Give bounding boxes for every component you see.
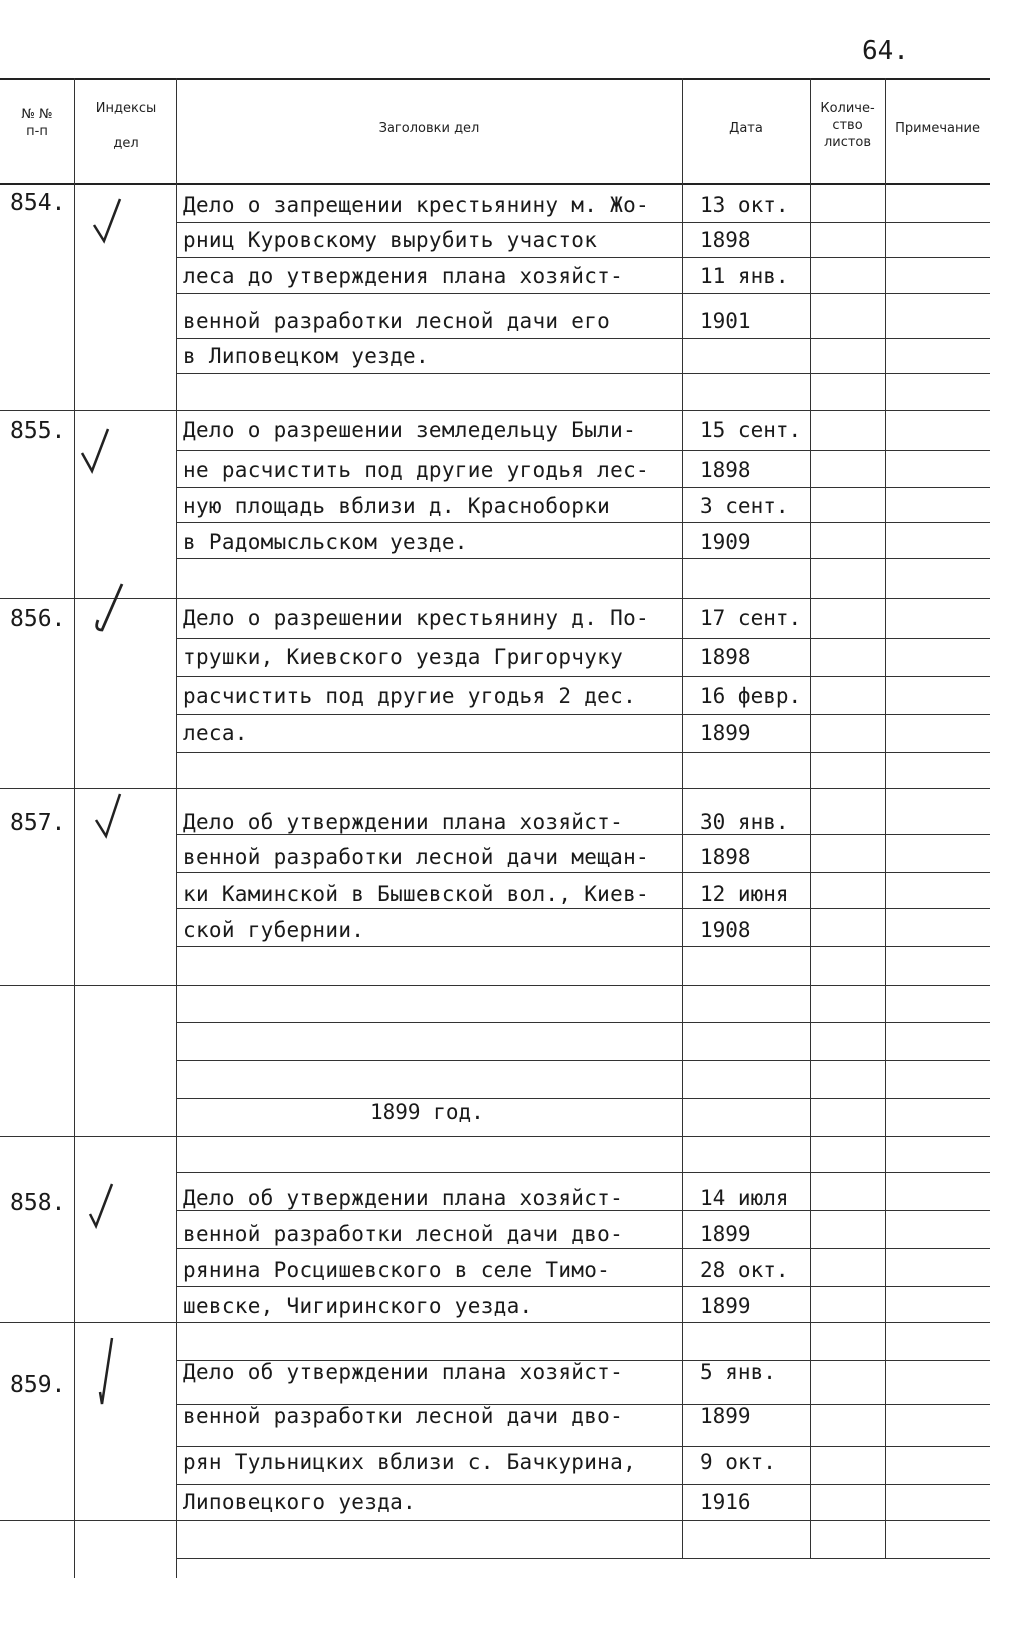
date-start-year: 1899 [700, 1222, 751, 1246]
checkmark-icon [90, 195, 126, 245]
entry-number: 858. [10, 1190, 66, 1216]
title-line: не расчистить под другие угодья лес- [183, 458, 649, 482]
date-start-day: 14 июля [700, 1186, 789, 1210]
date-start-day: 30 янв. [700, 810, 789, 834]
title-line: Дело об утверждении плана хозяйст- [183, 1186, 624, 1210]
header-bottom-border [0, 183, 990, 185]
page-number: 64. [862, 36, 909, 66]
date-end-year: 1901 [700, 309, 751, 333]
date-end-year: 1916 [700, 1490, 751, 1514]
header-num: № № п-п [21, 107, 53, 139]
title-line: ки Каминской в Бышевской вол., Киев- [183, 882, 649, 906]
header-count: Количе- ство листов [820, 101, 875, 150]
entry-number: 855. [10, 418, 66, 444]
title-line: в Липовецком уезде. [183, 344, 429, 368]
date-end-day: 11 янв. [700, 264, 789, 288]
header-date: Дата [729, 121, 763, 136]
column-divider-num [74, 78, 75, 1578]
date-start-year: 1899 [700, 1404, 751, 1428]
title-line: в Радомысльском уезде. [183, 530, 468, 554]
year-heading: 1899 год. [370, 1100, 484, 1124]
column-divider-index [176, 78, 177, 1578]
entry-number: 856. [10, 606, 66, 632]
date-start-day: 15 сент. [700, 418, 802, 442]
title-line: ской губернии. [183, 918, 365, 942]
title-line: леса. [183, 721, 248, 745]
column-divider-count [885, 78, 886, 1558]
date-end-day: 16 февр. [700, 684, 802, 708]
title-line: венной разработки лесной дачи дво- [183, 1404, 624, 1428]
date-start-day: 17 сент. [700, 606, 802, 630]
entry-number: 854. [10, 190, 66, 216]
date-start-year: 1898 [700, 458, 751, 482]
title-line: Дело об утверждении плана хозяйст- [183, 810, 624, 834]
column-divider-date [810, 78, 811, 1558]
title-line: Липовецкого уезда. [183, 1490, 416, 1514]
header-note: Примечание [895, 121, 980, 136]
title-line: Дело о разрешении земледельцу Были- [183, 418, 637, 442]
checkmark-icon [92, 790, 128, 840]
title-line: Дело о запрещении крестьянину м. Жо- [183, 193, 649, 217]
title-line: венной разработки лесной дачи мещан- [183, 845, 649, 869]
checkmark-icon [92, 1330, 128, 1410]
title-line: рян Тульницких вблизи с. Бачкурина, [183, 1450, 637, 1474]
title-line: Дело о разрешении крестьянину д. По- [183, 606, 649, 630]
date-end-day: 28 окт. [700, 1258, 789, 1282]
header-index: Индексы дел [95, 101, 157, 151]
table-top-border [0, 78, 990, 80]
date-start-day: 13 окт. [700, 193, 789, 217]
title-line: венной разработки лесной дачи его [183, 309, 611, 333]
checkmark-icon [78, 425, 114, 475]
date-start-year: 1898 [700, 228, 751, 252]
date-end-year: 1899 [700, 721, 751, 745]
column-divider-title [682, 78, 683, 1558]
checkmark-icon [84, 1180, 120, 1230]
header-title: Заголовки дел [378, 121, 480, 136]
title-line: трушки, Киевского уезда Григорчуку [183, 645, 624, 669]
date-start-year: 1898 [700, 645, 751, 669]
entry-number: 857. [10, 810, 66, 836]
title-line: рниц Куровскому вырубить участок [183, 228, 598, 252]
title-line: леса до утверждения плана хозяйст- [183, 264, 624, 288]
date-end-year: 1908 [700, 918, 751, 942]
date-end-year: 1909 [700, 530, 751, 554]
checkmark-icon [88, 580, 128, 636]
title-line: шевске, Чигиринского уезда. [183, 1294, 533, 1318]
date-end-day: 9 окт. [700, 1450, 776, 1474]
date-end-day: 3 сент. [700, 494, 789, 518]
title-line: расчистить под другие угодья 2 дес. [183, 684, 637, 708]
date-end-day: 12 июня [700, 882, 789, 906]
title-line: венной разработки лесной дачи дво- [183, 1222, 624, 1246]
date-start-day: 5 янв. [700, 1360, 776, 1384]
entry-number: 859. [10, 1372, 66, 1398]
title-line: ную площадь вблизи д. Красноборки [183, 494, 611, 518]
title-line: рянина Росцишевского в селе Тимо- [183, 1258, 611, 1282]
date-start-year: 1898 [700, 845, 751, 869]
date-end-year: 1899 [700, 1294, 751, 1318]
title-line: Дело об утверждении плана хозяйст- [183, 1360, 624, 1384]
